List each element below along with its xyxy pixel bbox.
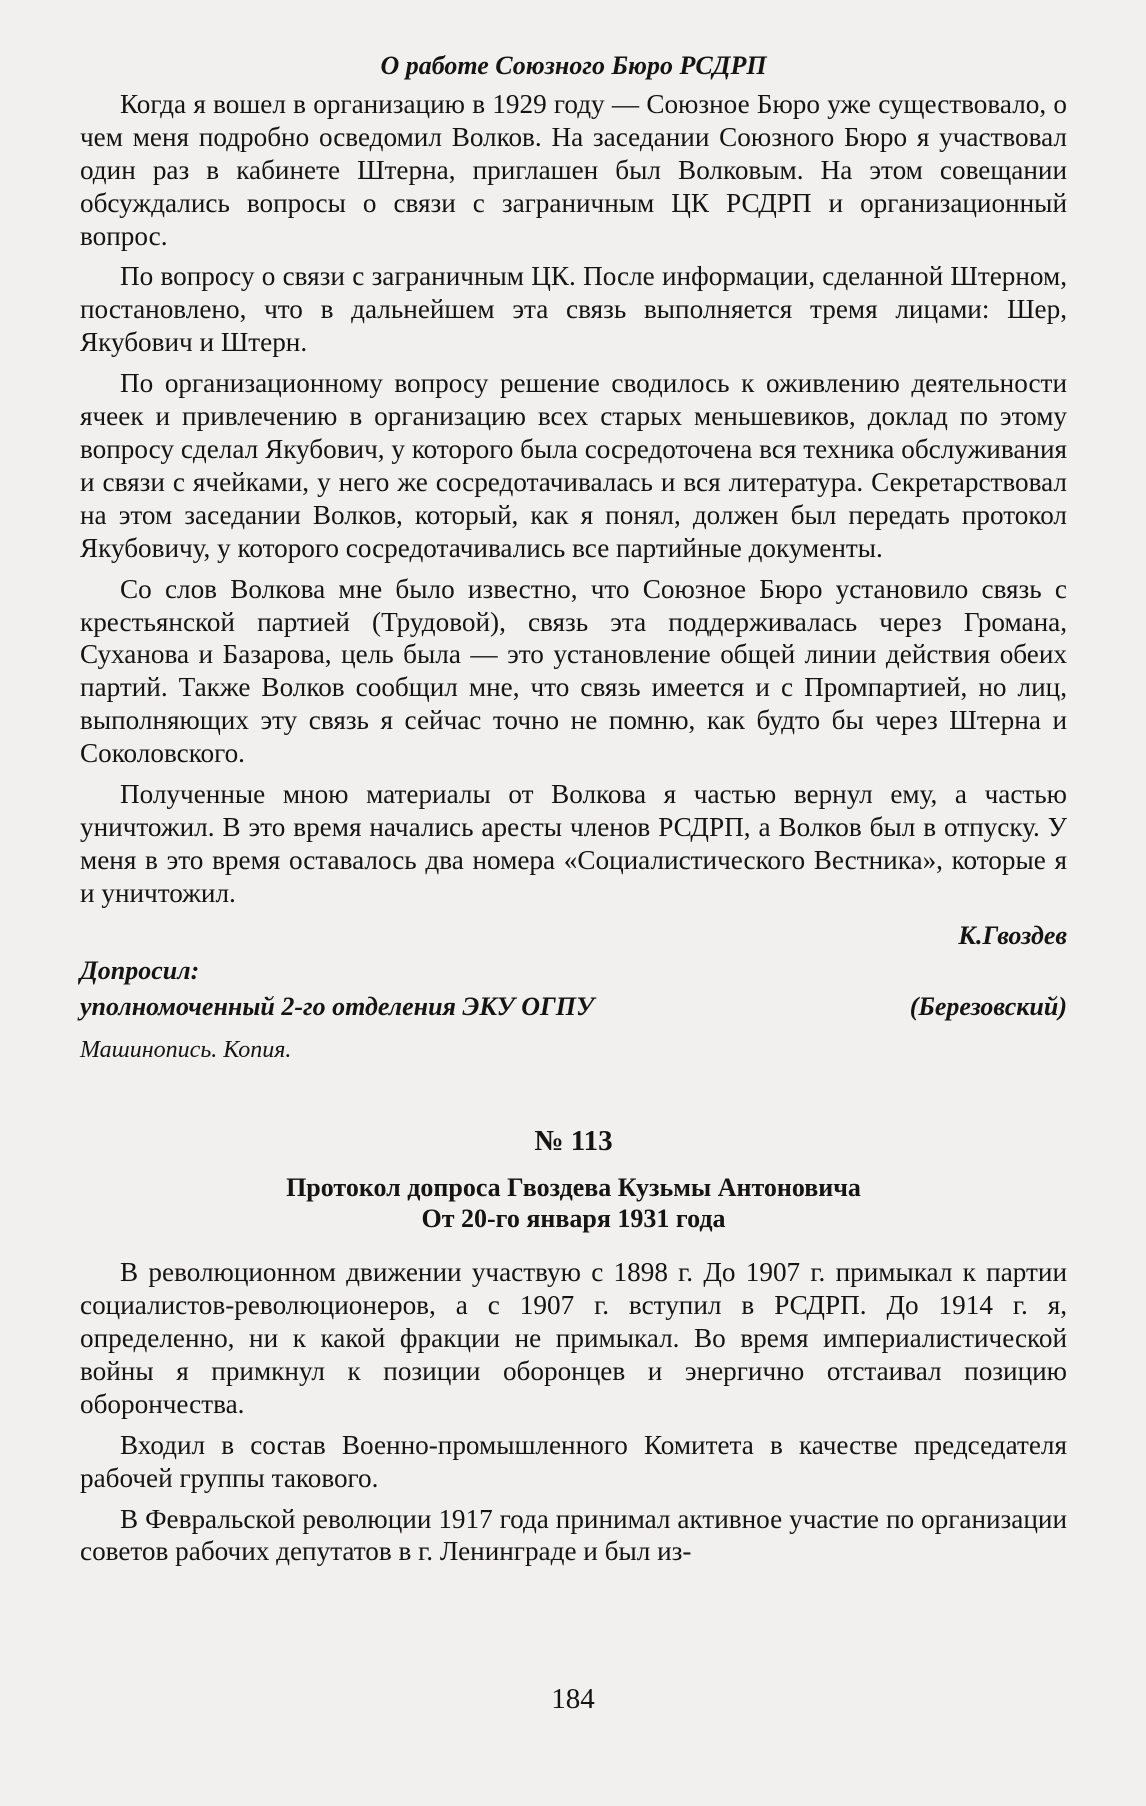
officer-name: (Березовский) [909,992,1067,1022]
paragraph: Входил в состав Военно-промышленного Комитета в качестве председателя рабочей группы такового. [80,1429,1067,1493]
paragraph: По вопросу о связи с заграничным ЦК. После информации, сделанной Штерном, постановлено, что в дальнейшем эта связь выполняется тремя лицами: Шер, Якубович и Штерн. [80,261,1067,358]
page-number [0,1683,1146,1716]
document-title-line: От 20-го января 1931 года [421,1204,726,1234]
page-content [80,50,1067,1576]
officer-title: уполномоченный 2-го отделения ЭКУ ОГПУ [80,992,595,1022]
signature-name: К.Гвоздев [958,920,1067,950]
source-note: Машинопись. Копия. [80,1037,292,1064]
section-title: О работе Союзного Бюро РСДРП [380,51,767,80]
paragraph: Когда я вошел в организацию в 1929 году — Союзное Бюро уже существовало, о чем меня подробно осведомил Волков. На заседании Союзного Бюро я участвовал один раз в кабинете Штерна, приглашен был Волковым. На этом совещании обсуждались вопросы о связи с заграничным ЦК РСДРП и организационный вопрос. [80,88,1067,251]
paragraph: Полученные мною материалы от Волкова я частью вернул ему, а частью уничтожил. В это время начались аресты членов РСДРП, а Волков был в отпуску. У меня в это время оставалось два номера «Социалистического Вестника», которые я и уничтожил. [80,779,1067,908]
document-title [80,1172,1067,1234]
paragraph: По организационному вопросу решение сводилось к оживлению деятельности ячеек и привлечению в организацию всех старых меньшевиков, доклад по этому вопросу сделал Якубович, у которого была сосредоточена вся техника обслуживания и связи с ячейками, у него же сосредотачивалась и вся литература. Секретарствовал на этом заседании Волков, который, как я понял, должен был передать протокол Якубовичу, у которого сосредотачивались все партийные документы. [80,368,1067,563]
paragraph: Со слов Волкова мне было известно, что Союзное Бюро установило связь с крестьянской партией (Трудовой), связь эта поддерживалась через Громана, Суханова и Базарова, цель была — это установление общей линии действия обеих партий. Также Волков сообщил мне, что связь имеется и с Промпартией, но лиц, выполняющих эту связь я сейчас точно не помню, как будто бы через Штерна и Соколовского. [80,573,1067,769]
document-title-line: Протокол допроса Гвоздева Кузьмы Антоновича [286,1173,861,1203]
document-number: № 113 [534,1125,613,1158]
paragraph: В Февральской революции 1917 года принимал активное участие по организации советов рабочих депутатов в г. Ленинграде и был из- [80,1503,1067,1567]
paragraph: В революционном движении участвую с 1898 г. До 1907 г. примыкал к партии социалистов-революционеров, а с 1907 г. вступил в РСДРП. До 1914 г. я, определенно, ни к какой фракции не примыкал. Во время империалистической войны я примкнул к позиции оборонцев и энергично отстаивал позицию оборончества. [80,1257,1067,1419]
officer-line [80,991,1067,1024]
page-number-text: 184 [551,1683,595,1715]
interrogated-label: Допросил: [80,955,200,985]
